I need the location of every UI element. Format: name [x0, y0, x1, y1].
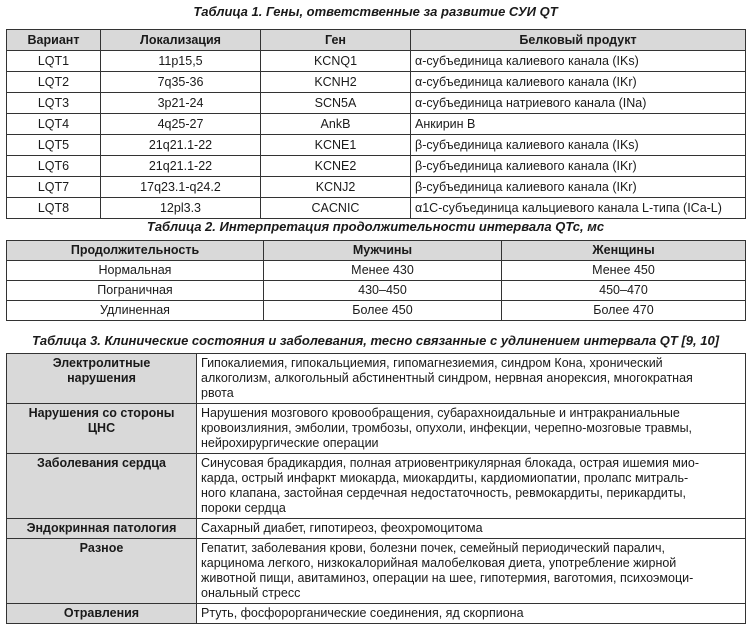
- table1-caption: Таблица 1. Гены, ответственные за развитие СУИ QT: [193, 4, 558, 19]
- table-cell: 430–450: [264, 281, 502, 301]
- description-line: нейрохирургические операции: [201, 436, 379, 450]
- table-cell: LQT6: [7, 156, 101, 177]
- table-cell: KCNE1: [261, 135, 411, 156]
- table-row: [7, 261, 746, 281]
- table-cell: SCN5A: [261, 93, 411, 114]
- table-row: [7, 604, 746, 624]
- category-line: Нарушения со стороны: [28, 406, 175, 420]
- table-cell: Анкирин В: [411, 114, 746, 135]
- description-line: алкоголизм, алкогольный абстинентный синдром, нервная анорексия, многократная: [201, 371, 693, 385]
- description-line: ональный стресс: [201, 586, 301, 600]
- table-row: [7, 301, 746, 321]
- table1-header-cell: Локализация: [101, 30, 261, 51]
- table-cell: KCNH2: [261, 72, 411, 93]
- description-line: Нарушения мозгового кровообращения, субарахноидальные и интракраниальные: [201, 406, 680, 420]
- table-cell: β-субъединица калиевого канала (IKr): [411, 177, 746, 198]
- table-row: [7, 135, 746, 156]
- table-cell: α-субъединица натриевого канала (INa): [411, 93, 746, 114]
- table-cell: β-субъединица калиевого канала (IKs): [411, 135, 746, 156]
- description-line: рвота: [201, 386, 234, 400]
- condition-description: [197, 604, 746, 624]
- table-cell: α-субъединица калиевого канала (IKs): [411, 51, 746, 72]
- table-cell: Менее 430: [264, 261, 502, 281]
- table-cell: Удлиненная: [7, 301, 264, 321]
- description-line: животной пищи, авитаминоз, операции на шее, гипотермия, ваготомия, психоэмоци-: [201, 571, 694, 585]
- condition-category: [7, 404, 197, 454]
- table2-header-cell: Мужчины: [264, 241, 502, 261]
- qtc-interpretation-table: [6, 240, 746, 321]
- table-row: [7, 177, 746, 198]
- description-line: пороки сердца: [201, 501, 286, 515]
- table-row: [7, 93, 746, 114]
- table2-header-cell: Продолжительность: [7, 241, 264, 261]
- table-cell: LQT5: [7, 135, 101, 156]
- description-line: ного клапана, застойная сердечная недостаточность, ревмокардиты, перикардиты,: [201, 486, 686, 500]
- category-line: нарушения: [67, 371, 136, 385]
- table-cell: 21q21.1-22: [101, 135, 261, 156]
- clinical-conditions-table: [6, 353, 746, 624]
- category-line: Заболевания сердца: [37, 456, 166, 470]
- table-cell: LQT2: [7, 72, 101, 93]
- table-row: [7, 454, 746, 519]
- category-line: ЦНС: [87, 421, 116, 435]
- description-line: карцинома легкого, низкокалорийная малобелковая диета, употребление жирной: [201, 556, 677, 570]
- table-cell: LQT3: [7, 93, 101, 114]
- condition-category: [7, 354, 197, 404]
- table-cell: 3p21-24: [101, 93, 261, 114]
- table-cell: LQT1: [7, 51, 101, 72]
- category-line: Отравления: [63, 606, 140, 620]
- condition-category: [7, 519, 197, 539]
- table1-header-cell: Вариант: [7, 30, 101, 51]
- table-row: [7, 51, 746, 72]
- table2-header-row: [7, 241, 746, 261]
- table-cell: KCNJ2: [261, 177, 411, 198]
- table-cell: Нормальная: [7, 261, 264, 281]
- genes-table: [6, 29, 746, 219]
- table2-header-cell: Женщины: [502, 241, 746, 261]
- table-cell: 12pl3.3: [101, 198, 261, 219]
- table-row: [7, 114, 746, 135]
- table-row: [7, 72, 746, 93]
- table-cell: 7q35-36: [101, 72, 261, 93]
- description-line: Гепатит, заболевания крови, болезни почек, семейный периодический паралич,: [201, 541, 666, 555]
- table-cell: CACNIC: [261, 198, 411, 219]
- condition-category: [7, 454, 197, 519]
- table2-caption: Таблица 2. Интерпретация продолжительности интервала QTc, мс: [146, 219, 605, 234]
- table-row: [7, 539, 746, 604]
- description-line: Гипокалиемия, гипокальциемия, гипомагнезиемия, синдром Кона, хронический: [201, 356, 663, 370]
- condition-description: [197, 519, 746, 539]
- table-row: [7, 354, 746, 404]
- table-cell: 11p15,5: [101, 51, 261, 72]
- table2-body: [7, 261, 746, 321]
- description-line: Синусовая брадикардия, полная атриовентрикулярная блокада, острая ишемия мио-: [201, 456, 699, 470]
- table1-header-cell: Белковый продукт: [411, 30, 746, 51]
- table-cell: AnkB: [261, 114, 411, 135]
- description-line: Сахарный диабет, гипотиреоз, феохромоцитома: [201, 521, 483, 535]
- table-cell: β-субъединица калиевого канала (IKr): [411, 156, 746, 177]
- description-line: карда, острый инфаркт миокарда, миокардиты, кардиомиопатии, пролапс митраль-: [201, 471, 689, 485]
- table-cell: KCNE2: [261, 156, 411, 177]
- table-cell: LQT4: [7, 114, 101, 135]
- table-cell: LQT8: [7, 198, 101, 219]
- condition-description: [197, 354, 746, 404]
- table-cell: 17q23.1-q24.2: [101, 177, 261, 198]
- condition-category: [7, 604, 197, 624]
- table-row: [7, 198, 746, 219]
- table-cell: Более 450: [264, 301, 502, 321]
- table-cell: LQT7: [7, 177, 101, 198]
- condition-description: [197, 454, 746, 519]
- condition-description: [197, 404, 746, 454]
- table3-caption: Таблица 3. Клинические состояния и заболевания, тесно связанные с удлинением интервала QT [9, 10]: [31, 333, 720, 348]
- table1-body: [7, 51, 746, 219]
- category-line: Эндокринная патология: [26, 521, 177, 535]
- category-line: Разное: [79, 541, 124, 555]
- table-cell: Более 470: [502, 301, 746, 321]
- description-line: кровоизлияния, эмболии, тромбозы, опухоли, инфекции, черепно-мозговые травмы,: [201, 421, 693, 435]
- table-cell: α-субъединица калиевого канала (IKr): [411, 72, 746, 93]
- table1-header-cell: Ген: [261, 30, 411, 51]
- table-cell: 4q25-27: [101, 114, 261, 135]
- table-cell: α1С-субъединица кальциевого канала L-типа (ICa-L): [411, 198, 746, 219]
- condition-description: [197, 539, 746, 604]
- table-row: [7, 519, 746, 539]
- table-cell: Менее 450: [502, 261, 746, 281]
- table-row: [7, 404, 746, 454]
- table-row: [7, 156, 746, 177]
- description-line: Ртуть, фосфорорганические соединения, яд скорпиона: [201, 606, 524, 620]
- table-cell: KCNQ1: [261, 51, 411, 72]
- condition-category: [7, 539, 197, 604]
- table3-body: [7, 354, 746, 624]
- table1-header-row: [7, 30, 746, 51]
- table-cell: 21q21.1-22: [101, 156, 261, 177]
- category-line: Электролитные: [52, 356, 151, 370]
- table-row: [7, 281, 746, 301]
- table-cell: 450–470: [502, 281, 746, 301]
- table-cell: Пограничная: [7, 281, 264, 301]
